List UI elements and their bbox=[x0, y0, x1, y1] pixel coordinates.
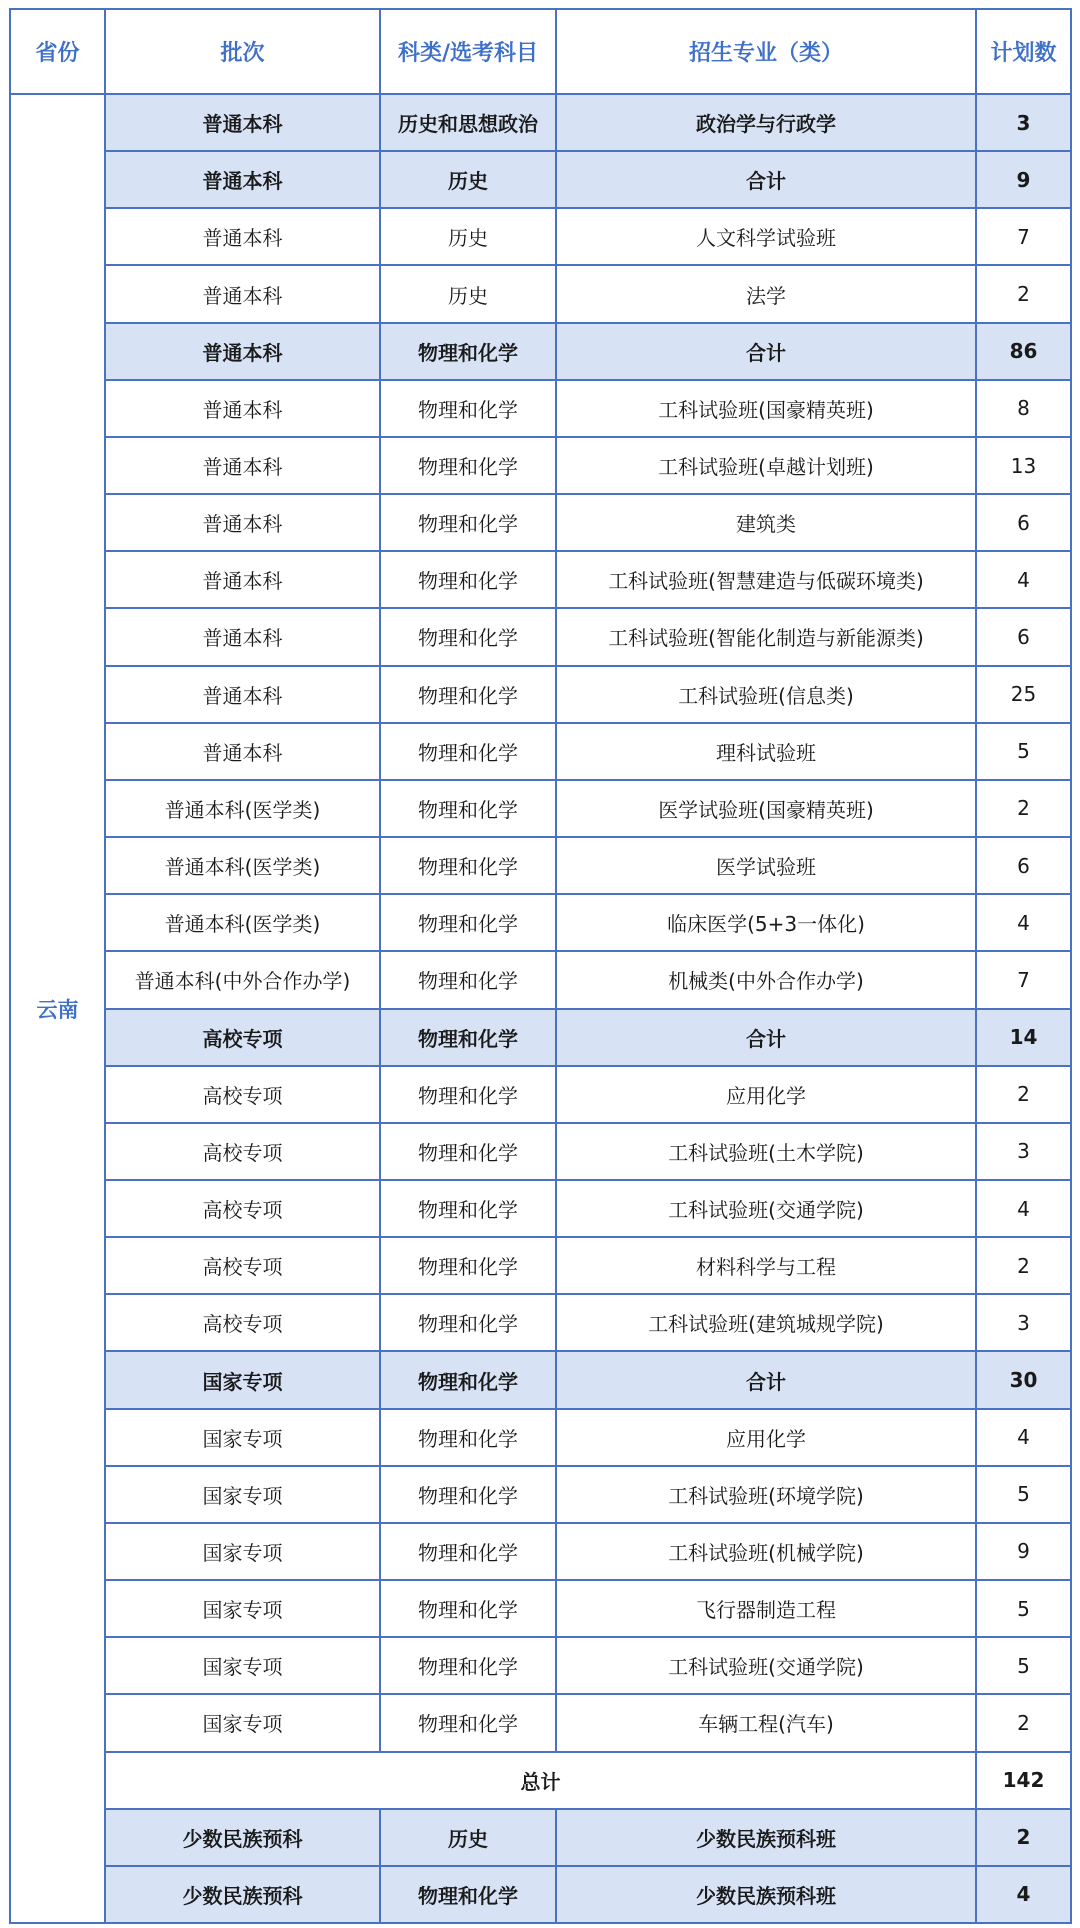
count-cell: 2 bbox=[976, 1066, 1071, 1123]
subtotal-row bbox=[10, 94, 1071, 151]
subject-cell: 物理和化学 bbox=[380, 380, 556, 437]
count-cell: 9 bbox=[976, 1523, 1071, 1580]
major-cell: 少数民族预科班 bbox=[556, 1866, 976, 1923]
major-cell: 工科试验班(智慧建造与低碳环境类) bbox=[556, 551, 976, 608]
table-row bbox=[10, 723, 1071, 780]
subject-cell: 物理和化学 bbox=[380, 608, 556, 665]
subject-cell: 历史 bbox=[380, 151, 556, 208]
table-row bbox=[10, 1694, 1071, 1751]
table-row bbox=[10, 1523, 1071, 1580]
major-cell: 合计 bbox=[556, 151, 976, 208]
subject-cell: 物理和化学 bbox=[380, 1694, 556, 1751]
table-row bbox=[10, 265, 1071, 322]
count-cell: 5 bbox=[976, 1580, 1071, 1637]
subject-cell: 物理和化学 bbox=[380, 1637, 556, 1694]
major-cell: 工科试验班(卓越计划班) bbox=[556, 437, 976, 494]
subject-cell: 物理和化学 bbox=[380, 1237, 556, 1294]
grand-total-label: 总计 bbox=[105, 1752, 976, 1809]
table-row bbox=[10, 1123, 1071, 1180]
batch-cell: 普通本科 bbox=[105, 380, 380, 437]
major-cell: 建筑类 bbox=[556, 494, 976, 551]
count-cell: 4 bbox=[976, 1409, 1071, 1466]
major-cell: 合计 bbox=[556, 1009, 976, 1066]
major-cell: 应用化学 bbox=[556, 1409, 976, 1466]
count-cell: 2 bbox=[976, 780, 1071, 837]
table-row bbox=[10, 780, 1071, 837]
table-row bbox=[10, 666, 1071, 723]
table-row bbox=[10, 208, 1071, 265]
table-row bbox=[10, 494, 1071, 551]
batch-cell: 国家专项 bbox=[105, 1580, 380, 1637]
major-cell: 工科试验班(交通学院) bbox=[556, 1180, 976, 1237]
subject-cell: 物理和化学 bbox=[380, 551, 556, 608]
batch-cell: 普通本科 bbox=[105, 323, 380, 380]
batch-cell: 国家专项 bbox=[105, 1466, 380, 1523]
subject-cell: 历史 bbox=[380, 1809, 556, 1866]
subject-cell: 物理和化学 bbox=[380, 494, 556, 551]
batch-cell: 高校专项 bbox=[105, 1009, 380, 1066]
major-cell: 法学 bbox=[556, 265, 976, 322]
count-cell: 5 bbox=[976, 1637, 1071, 1694]
table-row bbox=[10, 1237, 1071, 1294]
batch-cell: 普通本科 bbox=[105, 437, 380, 494]
subject-cell: 物理和化学 bbox=[380, 1351, 556, 1408]
subject-cell: 物理和化学 bbox=[380, 1123, 556, 1180]
major-cell: 合计 bbox=[556, 1351, 976, 1408]
major-cell: 工科试验班(信息类) bbox=[556, 666, 976, 723]
subject-cell: 历史 bbox=[380, 208, 556, 265]
header-major: 招生专业（类） bbox=[556, 9, 976, 94]
count-cell: 7 bbox=[976, 208, 1071, 265]
minority-row bbox=[10, 1866, 1071, 1923]
subject-cell: 物理和化学 bbox=[380, 951, 556, 1008]
table-row bbox=[10, 1637, 1071, 1694]
batch-cell: 普通本科 bbox=[105, 94, 380, 151]
major-cell: 政治学与行政学 bbox=[556, 94, 976, 151]
subject-cell: 物理和化学 bbox=[380, 837, 556, 894]
count-cell: 4 bbox=[976, 1866, 1071, 1923]
table-body bbox=[10, 94, 1071, 1923]
count-cell: 2 bbox=[976, 1809, 1071, 1866]
batch-cell: 高校专项 bbox=[105, 1066, 380, 1123]
subject-cell: 物理和化学 bbox=[380, 780, 556, 837]
count-cell: 4 bbox=[976, 1180, 1071, 1237]
batch-cell: 普通本科(医学类) bbox=[105, 780, 380, 837]
batch-cell: 普通本科 bbox=[105, 208, 380, 265]
subject-cell: 物理和化学 bbox=[380, 1866, 556, 1923]
minority-row bbox=[10, 1809, 1071, 1866]
subject-cell: 历史 bbox=[380, 265, 556, 322]
subject-cell: 历史和思想政治 bbox=[380, 94, 556, 151]
major-cell: 工科试验班(土木学院) bbox=[556, 1123, 976, 1180]
batch-cell: 普通本科(医学类) bbox=[105, 837, 380, 894]
subject-cell: 物理和化学 bbox=[380, 894, 556, 951]
table-row bbox=[10, 1180, 1071, 1237]
batch-cell: 高校专项 bbox=[105, 1123, 380, 1180]
count-cell: 25 bbox=[976, 666, 1071, 723]
count-cell: 9 bbox=[976, 151, 1071, 208]
major-cell: 材料科学与工程 bbox=[556, 1237, 976, 1294]
batch-cell: 国家专项 bbox=[105, 1637, 380, 1694]
subject-cell: 物理和化学 bbox=[380, 666, 556, 723]
table-row bbox=[10, 1294, 1071, 1351]
major-cell: 机械类(中外合作办学) bbox=[556, 951, 976, 1008]
table-row bbox=[10, 1580, 1071, 1637]
header-subject: 科类/选考科目 bbox=[380, 9, 556, 94]
count-cell: 2 bbox=[976, 1694, 1071, 1751]
table-row bbox=[10, 608, 1071, 665]
grand-total-count: 142 bbox=[976, 1752, 1071, 1809]
count-cell: 6 bbox=[976, 494, 1071, 551]
major-cell: 工科试验班(国豪精英班) bbox=[556, 380, 976, 437]
count-cell: 6 bbox=[976, 837, 1071, 894]
subject-cell: 物理和化学 bbox=[380, 437, 556, 494]
table-row bbox=[10, 1409, 1071, 1466]
major-cell: 工科试验班(环境学院) bbox=[556, 1466, 976, 1523]
batch-cell: 普通本科(中外合作办学) bbox=[105, 951, 380, 1008]
major-cell: 工科试验班(交通学院) bbox=[556, 1637, 976, 1694]
count-cell: 4 bbox=[976, 551, 1071, 608]
major-cell: 飞行器制造工程 bbox=[556, 1580, 976, 1637]
batch-cell: 国家专项 bbox=[105, 1409, 380, 1466]
count-cell: 2 bbox=[976, 265, 1071, 322]
batch-cell: 少数民族预科 bbox=[105, 1809, 380, 1866]
major-cell: 医学试验班(国豪精英班) bbox=[556, 780, 976, 837]
major-cell: 工科试验班(机械学院) bbox=[556, 1523, 976, 1580]
subject-cell: 物理和化学 bbox=[380, 1580, 556, 1637]
major-cell: 临床医学(5+3一体化) bbox=[556, 894, 976, 951]
major-cell: 医学试验班 bbox=[556, 837, 976, 894]
count-cell: 86 bbox=[976, 323, 1071, 380]
subtotal-row bbox=[10, 151, 1071, 208]
major-cell: 少数民族预科班 bbox=[556, 1809, 976, 1866]
table-row bbox=[10, 837, 1071, 894]
major-cell: 工科试验班(智能化制造与新能源类) bbox=[556, 608, 976, 665]
batch-cell: 国家专项 bbox=[105, 1694, 380, 1751]
major-cell: 合计 bbox=[556, 323, 976, 380]
batch-cell: 普通本科 bbox=[105, 608, 380, 665]
enrollment-plan-table bbox=[9, 8, 1072, 1924]
batch-cell: 少数民族预科 bbox=[105, 1866, 380, 1923]
count-cell: 4 bbox=[976, 894, 1071, 951]
count-cell: 5 bbox=[976, 1466, 1071, 1523]
count-cell: 13 bbox=[976, 437, 1071, 494]
subtotal-row bbox=[10, 1009, 1071, 1066]
batch-cell: 普通本科 bbox=[105, 265, 380, 322]
subject-cell: 物理和化学 bbox=[380, 1523, 556, 1580]
batch-cell: 高校专项 bbox=[105, 1294, 380, 1351]
grand-total-row bbox=[10, 1752, 1071, 1809]
batch-cell: 普通本科 bbox=[105, 551, 380, 608]
count-cell: 8 bbox=[976, 380, 1071, 437]
header-province: 省份 bbox=[10, 9, 105, 94]
batch-cell: 普通本科 bbox=[105, 723, 380, 780]
count-cell: 7 bbox=[976, 951, 1071, 1008]
subject-cell: 物理和化学 bbox=[380, 1294, 556, 1351]
subject-cell: 物理和化学 bbox=[380, 323, 556, 380]
subject-cell: 物理和化学 bbox=[380, 1409, 556, 1466]
subtotal-row bbox=[10, 1351, 1071, 1408]
batch-cell: 国家专项 bbox=[105, 1351, 380, 1408]
count-cell: 5 bbox=[976, 723, 1071, 780]
subject-cell: 物理和化学 bbox=[380, 1009, 556, 1066]
major-cell: 理科试验班 bbox=[556, 723, 976, 780]
subject-cell: 物理和化学 bbox=[380, 1066, 556, 1123]
table-header-row bbox=[10, 9, 1071, 94]
count-cell: 3 bbox=[976, 94, 1071, 151]
count-cell: 3 bbox=[976, 1123, 1071, 1180]
batch-cell: 普通本科 bbox=[105, 151, 380, 208]
subject-cell: 物理和化学 bbox=[380, 723, 556, 780]
table-row bbox=[10, 1466, 1071, 1523]
table-row bbox=[10, 1066, 1071, 1123]
major-cell: 人文科学试验班 bbox=[556, 208, 976, 265]
count-cell: 30 bbox=[976, 1351, 1071, 1408]
major-cell: 工科试验班(建筑城规学院) bbox=[556, 1294, 976, 1351]
subtotal-row bbox=[10, 323, 1071, 380]
major-cell: 应用化学 bbox=[556, 1066, 976, 1123]
batch-cell: 普通本科(医学类) bbox=[105, 894, 380, 951]
count-cell: 2 bbox=[976, 1237, 1071, 1294]
count-cell: 14 bbox=[976, 1009, 1071, 1066]
table-row bbox=[10, 380, 1071, 437]
province-cell: 云南 bbox=[10, 94, 105, 1923]
batch-cell: 高校专项 bbox=[105, 1180, 380, 1237]
header-batch: 批次 bbox=[105, 9, 380, 94]
batch-cell: 高校专项 bbox=[105, 1237, 380, 1294]
header-count: 计划数 bbox=[976, 9, 1071, 94]
batch-cell: 普通本科 bbox=[105, 666, 380, 723]
table-row bbox=[10, 951, 1071, 1008]
batch-cell: 国家专项 bbox=[105, 1523, 380, 1580]
table-row bbox=[10, 551, 1071, 608]
major-cell: 车辆工程(汽车) bbox=[556, 1694, 976, 1751]
count-cell: 6 bbox=[976, 608, 1071, 665]
table-row bbox=[10, 894, 1071, 951]
table-row bbox=[10, 437, 1071, 494]
subject-cell: 物理和化学 bbox=[380, 1466, 556, 1523]
batch-cell: 普通本科 bbox=[105, 494, 380, 551]
count-cell: 3 bbox=[976, 1294, 1071, 1351]
subject-cell: 物理和化学 bbox=[380, 1180, 556, 1237]
